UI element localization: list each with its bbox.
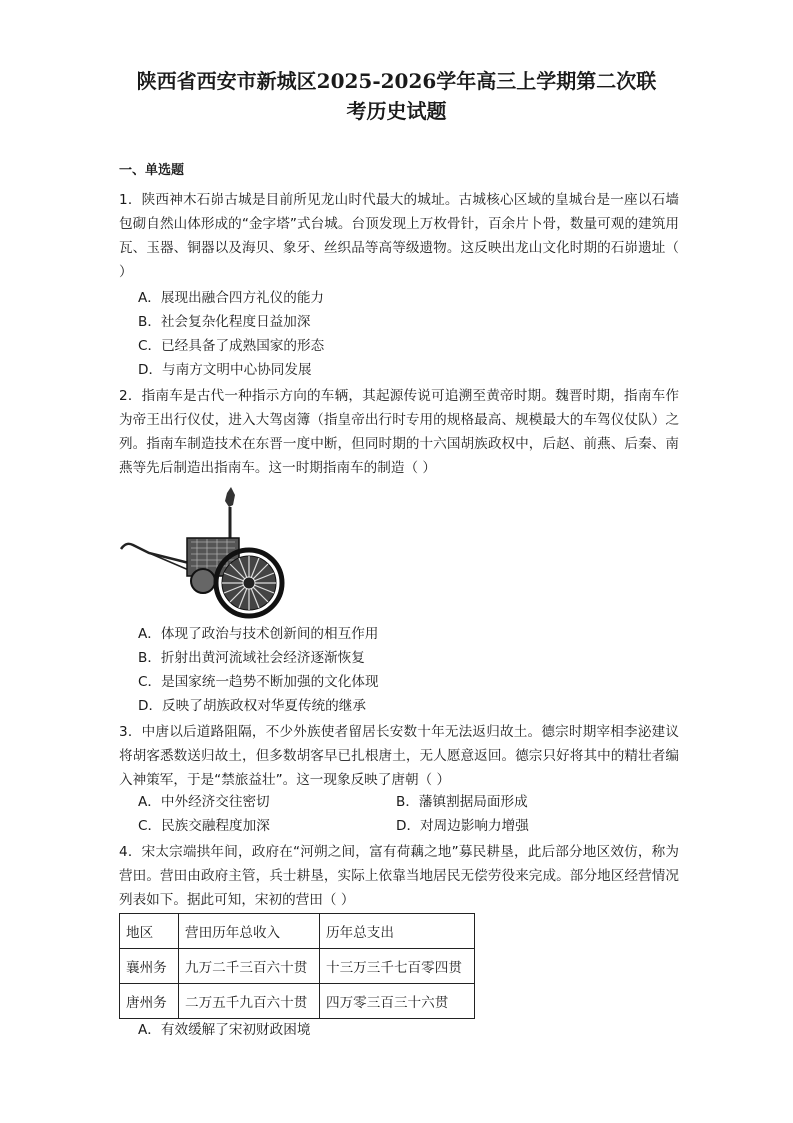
question-2-stem: 2．指南车是古代一种指示方向的车辆，其起源传说可追溯至黄帝时期。魏晋时期，指南车作为帝王出行仪仗，进入大驾卤簿（指皇帝出行时专用的规格最高、规模最大的车驾仪仗队）之列。指南车制造技术在东晋一度中断，但同时期的十六国胡族政权中，后赵、前燕、后秦、南燕等先后制造出指南车。这一时期指南车的制造（ ）	[119, 388, 679, 476]
south-pointing-chariot-image	[119, 483, 294, 626]
question-3-stem: 3．中唐以后道路阻隔，不少外族使者留居长安数十年无法返归故土。德宗时期宰相李泌建议将胡客悉数送归故土，但多数胡客早已扎根唐土，无人愿意返回。德宗只好将其中的精壮者编入神策军，于是“禁旅益壮”。这一现象反映了唐朝（ ）	[119, 724, 679, 788]
table-cell: 十三万三千七百零四贯	[320, 949, 475, 984]
section-heading: 一、单选题	[119, 163, 185, 178]
q2-option-b[interactable]: B．折射出黄河流域社会经济逐渐恢复	[138, 650, 365, 666]
table-row	[120, 949, 475, 984]
farmland-revenue-table	[119, 913, 475, 1019]
q1-option-b[interactable]: B．社会复杂化程度日益加深	[138, 314, 311, 330]
question-4-stem: 4．宋太宗端拱年间，政府在“河朔之间，富有荷藕之地”募民耕垦，此后部分地区效仿，称为营田。营田由政府主管，兵士耕垦，实际上依靠当地居民无偿劳役来完成。部分地区经营情况列表如下。据此可知，宋初的营田（ ）	[119, 844, 679, 908]
q1-option-c[interactable]: C．已经具备了成熟国家的形态	[138, 338, 325, 354]
q3-option-b[interactable]: B．藩镇割据局面形成	[396, 794, 528, 810]
q2-option-c[interactable]: C．是国家统一趋势不断加强的文化体现	[138, 674, 379, 690]
q2-option-a[interactable]: A．体现了政治与技术创新间的相互作用	[138, 626, 379, 642]
q3-option-d[interactable]: D．对周边影响力增强	[396, 818, 529, 834]
table-header-cell: 历年总支出	[320, 914, 475, 949]
q4-option-a[interactable]: A．有效缓解了宋初财政困境	[138, 1022, 311, 1038]
table-cell: 襄州务	[120, 949, 179, 984]
table-cell: 唐州务	[120, 984, 179, 1019]
table-cell: 四万零三百三十六贯	[320, 984, 475, 1019]
q1-option-d[interactable]: D．与南方文明中心协同发展	[138, 362, 312, 378]
q2-option-d[interactable]: D．反映了胡族政权对华夏传统的继承	[138, 698, 366, 714]
table-cell: 二万五千九百六十贯	[179, 984, 320, 1019]
question-1-stem: 1．陕西神木石峁古城是目前所见龙山时代最大的城址。古城核心区域的皇城台是一座以石墙包砌自然山体形成的“金字塔”式台城。台顶发现上万枚骨针，百余片卜骨，数量可观的建筑用瓦、玉器、铜器以及海贝、象牙、丝织品等高等级遗物。这反映出龙山文化时期的石峁遗址（ ）	[119, 192, 679, 280]
exam-title-line2: 考历史试题	[346, 99, 447, 123]
table-header-cell: 地区	[120, 914, 179, 949]
q3-option-a[interactable]: A．中外经济交往密切	[138, 794, 270, 810]
table-header-cell: 营田历年总收入	[179, 914, 320, 949]
table-row	[120, 984, 475, 1019]
table-cell: 九万二千三百六十贯	[179, 949, 320, 984]
q3-option-c[interactable]: C．民族交融程度加深	[138, 818, 270, 834]
table-header-row	[120, 914, 475, 949]
q1-option-a[interactable]: A．展现出融合四方礼仪的能力	[138, 290, 325, 306]
exam-title-line1: 陕西省西安市新城区2025-2026学年高三上学期第二次联	[136, 69, 657, 93]
